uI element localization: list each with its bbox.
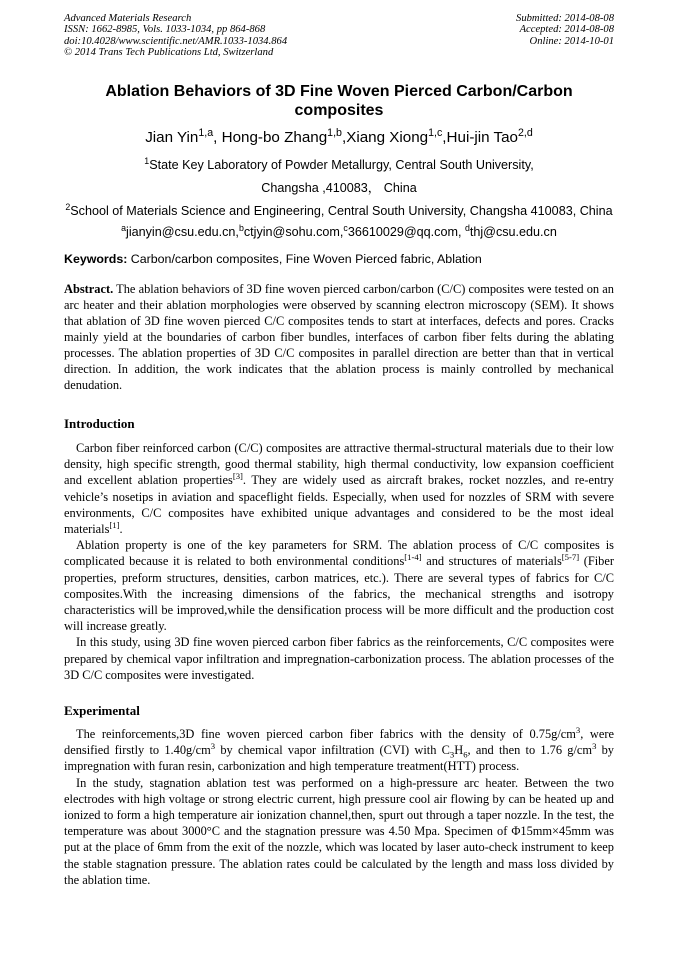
author-affil-mark: 1,a xyxy=(198,126,214,139)
citation: [5-7] xyxy=(561,552,580,563)
citation: [1-4] xyxy=(404,552,422,563)
affiliation-1: $^1$State Key Laboratory of Powder Metallurgy, Central South University, xyxy=(144,155,534,172)
affiliation-2: $^2$School of Materials Science and Engineering, Central South University, Changsha 410083, China xyxy=(65,201,613,218)
paper-title: Ablation Behaviors of 3D Fine Woven Pierced Carbon/Carbon composites xyxy=(105,83,573,119)
keywords xyxy=(64,252,624,267)
paragraph: In this study, using 3D fine woven pierced carbon fiber fabrics as the reinforcements, C/C composites were prepared by chemical vapor infiltration and impregnation-carbonization process. The ablation processes of the 3D C/C composites were investigated. xyxy=(64,635,614,682)
section-heading-experimental: Experimental xyxy=(64,703,140,718)
keywords-label: Keywords: xyxy=(64,252,128,266)
paragraph: Carbon fiber reinforced carbon (C/C) composites are attractive thermal-structural materials due to their low density, high specific strength, good thermal stability, high thermal conductivity, low expansion coefficient and excellent ablation properties[3]. They are widely used as aircraft brakes, rocket nozzles, and re-entry vehicle’s nosetips in aviation and spaceflight fields. Especially, when used for nozzles of SRM with severe environments, C/C composites have exhibited unique advantages and considered to be the most ideal materials[1]. xyxy=(64,441,614,537)
affiliation-1-city: Changsha ,410083， China xyxy=(261,181,417,195)
paragraph: In the study, stagnation ablation test was performed on a high-pressure arc heater. Between the two electrodes with high voltage or strong electric current, high pressure cool air flowing by can be heated up and ionized to form a high temperature air ionization channel,then, spurt out through a taper nozzle. In the test, the temperature was about 3000°C and the stagnation pressure was 4.50 Mpa. Specimen of Φ15mm×45mm was put at the place of 6mm from the exit of the nozzle, which was located by laser auto-check instrument to keep the stable stagnation pressure. The ablation rates could be calculated by the length and mass loss divided by the ablation time. xyxy=(64,775,614,887)
accepted-date: Accepted: 2014-08-08 xyxy=(519,24,614,36)
abstract-text: The ablation behaviors of 3D fine woven pierced carbon/carbon (C/C) composites were tested on an arc heater and their ablation morphologies were observed by scanning electron microscopy (SEM). It shows that ablation of 3D fine woven pierced C/C composites tends to start at interfaces, defects and pores. Cracks mainly yield at the boundaries of carbon fiber bundles, interfaces of carbon fiber felts during the ablating processes. The ablation properties of 3D C/C composites in parallel direction are better than that in vertical direction. In addition, the work indicates that the ablation process is mainly controlled by mechanical denudation. xyxy=(64,282,614,392)
abstract xyxy=(64,281,614,393)
author-name: Xiang Xiong xyxy=(346,129,429,146)
author-name: Jian Yin xyxy=(145,129,199,146)
citation: [3] xyxy=(232,471,243,482)
author-name: Hong-bo Zhang xyxy=(221,129,328,146)
submitted-date: Submitted: 2014-08-08 xyxy=(516,13,614,24)
journal-copyright: © 2014 Trans Tech Publications Ltd, Switzerland xyxy=(64,47,274,59)
keywords-text: Carbon/carbon composites, Fine Woven Pierced fabric, Ablation xyxy=(127,252,482,266)
experimental-body xyxy=(64,726,614,888)
email-link[interactable]: ctjyin@sohu.com, xyxy=(243,225,344,239)
section-heading-introduction: Introduction xyxy=(64,416,135,431)
email-link[interactable]: 36610029@qq.com, xyxy=(347,225,465,239)
author-emails: $^a$jianyin@csu.edu.cn,$^b$ctjyin@sohu.com,$^c$36610029@qq.com, $^d$thj@csu.edu.cn xyxy=(121,222,557,239)
introduction-body xyxy=(64,440,614,683)
abstract-label: Abstract. xyxy=(64,282,114,296)
author-affil-mark: 1,c xyxy=(428,126,443,139)
author-affil-mark: 2,d xyxy=(518,126,533,139)
author-list: Jian Yin$^{1,a}$, Hong-bo Zhang$^{1,b}$,Xiang Xiong$^{1,c}$,Hui-jin Tao$^{2,d}$ xyxy=(145,126,533,146)
paragraph: The reinforcements,3D fine woven pierced carbon fiber fabrics with the density of $0.75g/cm^3$, were densified firstly to $1.40g/cm^3$ by chemical vapor infiltration (CVI) with $C_3H_6$, and then to 1.76 $g/cm^3$ by impregnation with furan resin, carbonization and high temperature treatment(HTT) process. xyxy=(64,724,615,774)
email-link[interactable]: jianyin@csu.edu.cn, xyxy=(126,225,239,239)
author-affil-mark: 1,b xyxy=(327,126,342,139)
journal-header xyxy=(64,13,287,59)
dates-header xyxy=(516,13,614,47)
journal-name: Advanced Materials Research xyxy=(64,13,192,24)
email-link[interactable]: thj@csu.edu.cn xyxy=(469,225,557,239)
online-date: Online: 2014-10-01 xyxy=(529,35,614,47)
author-name: Hui-jin Tao xyxy=(446,129,519,146)
paragraph: Ablation property is one of the key parameters for SRM. The ablation process of C/C composites is complicated because it is related to both environmental conditions[1-4] and structures of materials[5-7] (Fiber properties, preform structures, densities, carbon matrices, etc.). There are several types of fabrics for C/C composites.With the increasing dimensions of the fabrics, the mechanical strengths and isotropy characteristics will be improved,while the densification process will be more difficult and the production cost will increase greatly. xyxy=(64,538,614,634)
journal-doi: doi:10.4028/www.scientific.net/AMR.1033-1034.864 xyxy=(64,35,288,47)
journal-issn: ISSN: 1662-8985, Vols. 1033-1034, pp 864-868 xyxy=(64,24,266,36)
citation: [1] xyxy=(109,519,120,530)
